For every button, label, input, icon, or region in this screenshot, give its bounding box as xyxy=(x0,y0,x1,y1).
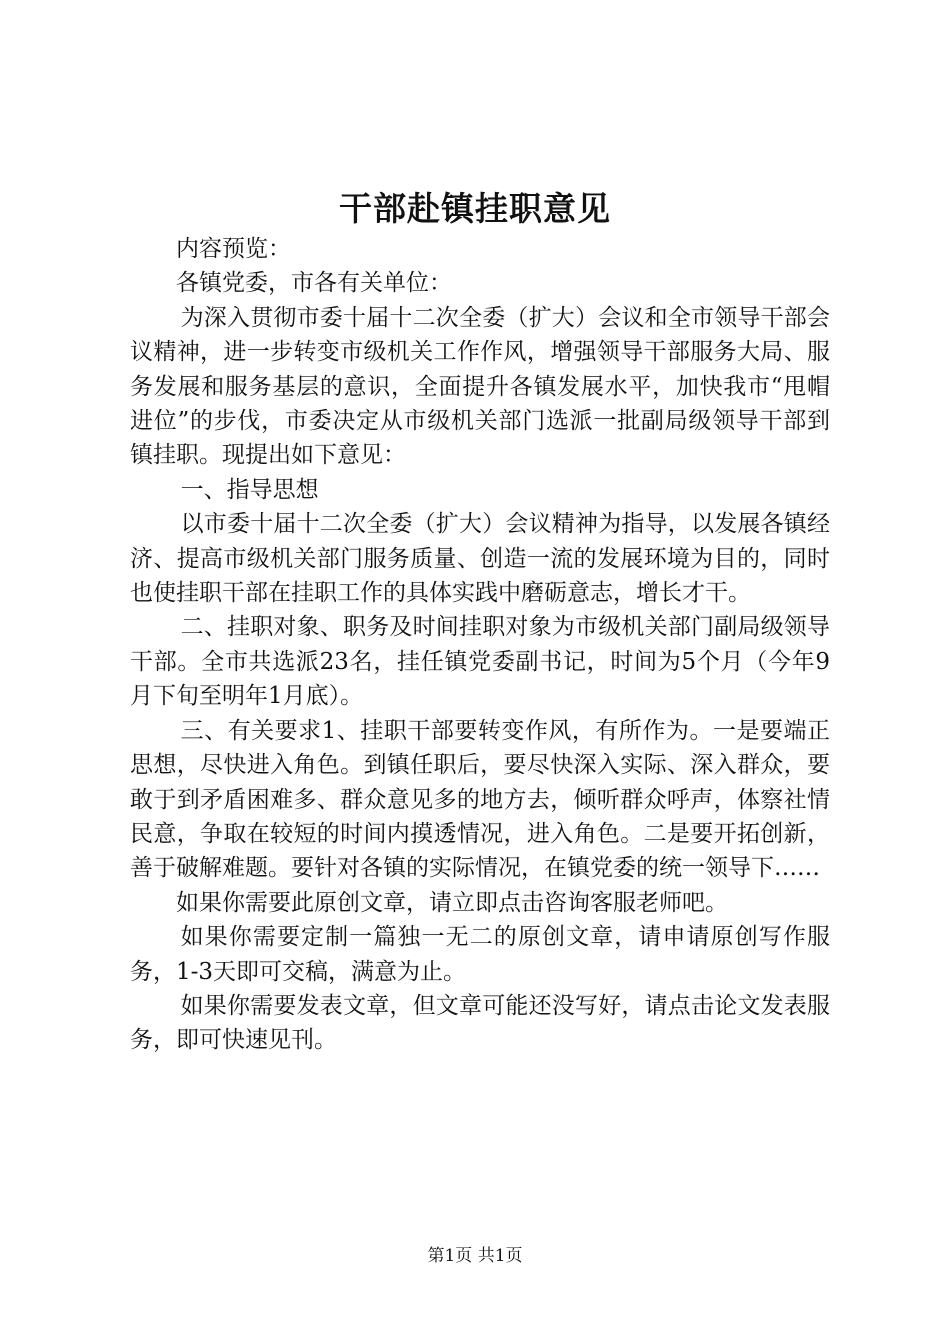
intro-paragraph: 为深入贯彻市委十届十二次全委（扩大）会议和全市领导干部会议精神，进一步转变市级机关工作作风，增强领导干部服务大局、服务发展和服务基层的意识，全面提升各镇发展水平，加快我市“甩帽进位”的步伐，市委决定从市级机关部门选派一批副局级领导干部到镇挂职。现提出如下意见： xyxy=(130,304,830,469)
section-heading-guiding-thought: 一、指导思想 xyxy=(180,476,319,503)
document-title: 干部赴镇挂职意见 xyxy=(339,189,611,228)
salutation: 各镇党委，市各有关单位： xyxy=(176,270,452,297)
promo-custom-writing-link[interactable]: 如果你需要定制一篇独一无二的原创文章，请申请原创写作服务，1-3天即可交稿，满意为止。 xyxy=(130,924,830,985)
assignment-paragraph: 二、挂职对象、职务及时间挂职对象为市级机关部门副局级领导干部。全市共选派23名，挂任镇党委副书记，时间为5个月（今年9月下旬至明年1月底）。 xyxy=(130,614,830,710)
guiding-thought-paragraph: 以市委十届十二次全委（扩大）会议精神为指导，以发展各镇经济、提高市级机关部门服务质量、创造一流的发展环境为目的，同时也使挂职干部在挂职工作的具体实践中磨砺意志，增长才干。 xyxy=(130,511,830,607)
requirements-paragraph: 三、有关要求1、挂职干部要转变作风，有所作为。一是要端正思想，尽快进入角色。到镇任职后，要尽快深入实际、深入群众，要敢于到矛盾困难多、群众意见多的地方去，倾听群众呼声，体察社情民意，争取在较短的时间内摸透情况，进入角色。二是要开拓创新，善于破解难题。要针对各镇的实际情况，在镇党委的统一领导下…… xyxy=(130,717,830,882)
promo-publishing-link[interactable]: 如果你需要发表文章，但文章可能还没写好，请点击论文发表服务，即可快速见刊。 xyxy=(130,992,830,1054)
page-number-footer: 第1页 共1页 xyxy=(427,1246,523,1266)
document-body xyxy=(130,232,830,1058)
promo-consult-link[interactable]: 如果你需要此原创文章，请立即点击咨询客服老师吧。 xyxy=(176,889,728,916)
preview-label: 内容预览： xyxy=(176,236,291,262)
